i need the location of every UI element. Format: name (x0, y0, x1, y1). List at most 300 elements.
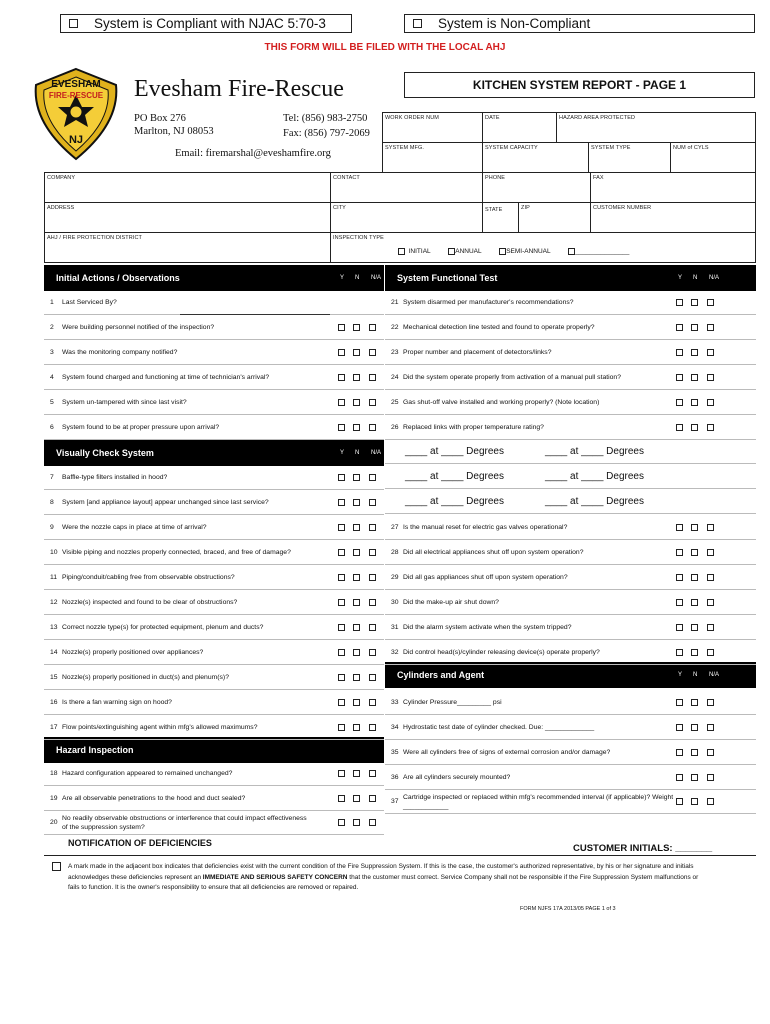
question-text: System un-tampered with since last visit? (62, 399, 187, 406)
answer-checkbox[interactable] (353, 770, 360, 777)
answer-checkbox[interactable] (338, 374, 345, 381)
answer-checkbox[interactable] (338, 699, 345, 706)
degree-field-b[interactable]: ____ at ____ Degrees (545, 471, 644, 482)
answer-checkbox[interactable] (676, 324, 683, 331)
answer-checkbox[interactable] (707, 549, 714, 556)
report-title: KITCHEN SYSTEM REPORT - PAGE 1 (404, 72, 755, 98)
question-row (385, 291, 756, 315)
question-row (44, 716, 384, 740)
question-text: No readily observable obstructions or interference that could impact effectiveness of the suppression system? (62, 815, 307, 831)
svg-text:EVESHAM: EVESHAM (51, 79, 101, 90)
question-row (44, 316, 384, 340)
col-na: N/A (371, 275, 382, 281)
answer-checkbox[interactable] (369, 499, 376, 506)
section-title: Visually Check System (56, 448, 154, 458)
notice-text: A mark made in the adjacent box indicates that deficiencies exist with the current condition of the Fire Suppression System. If this is the case, the customer's authorized representative, by his or her signature and initials acknowledges these deficiencies represent an (68, 863, 694, 881)
section-title: Initial Actions / Observations (56, 273, 180, 283)
answer-checkbox[interactable] (369, 649, 376, 656)
answer-checkbox[interactable] (338, 524, 345, 531)
answer-checkbox[interactable] (676, 774, 683, 781)
address-field[interactable]: ADDRESS (47, 205, 75, 211)
answer-checkbox[interactable] (353, 699, 360, 706)
answer-checkbox[interactable] (707, 349, 714, 356)
col-y: Y (340, 275, 345, 281)
question-number: 15 (50, 674, 58, 681)
question-text: Did the make-up air shut down? (403, 599, 499, 606)
question-number: 27 (391, 524, 399, 531)
question-number: 4 (50, 374, 54, 381)
answer-checkbox[interactable] (338, 674, 345, 681)
question-row (44, 291, 384, 315)
question-row (385, 591, 756, 615)
section-functional-test (385, 265, 756, 291)
question-number: 34 (391, 724, 399, 731)
question-number: 30 (391, 599, 399, 606)
question-row (44, 466, 384, 490)
answer-checkbox[interactable] (369, 424, 376, 431)
answer-checkbox[interactable] (707, 749, 714, 756)
question-row (385, 741, 756, 765)
answer-checkbox[interactable] (338, 424, 345, 431)
answer-checkbox[interactable] (691, 724, 698, 731)
answer-checkbox[interactable] (369, 699, 376, 706)
question-text: Are all cylinders securely mounted? (403, 774, 511, 781)
answer-checkbox[interactable] (353, 624, 360, 631)
answer-checkbox[interactable] (338, 574, 345, 581)
section-initial-actions (44, 265, 384, 291)
answer-checkbox[interactable] (353, 674, 360, 681)
question-number: 18 (50, 770, 58, 777)
question-row (385, 416, 756, 440)
system-type-field[interactable]: SYSTEM TYPE (591, 145, 631, 151)
question-text: Hazard configuration appeared to remained unchanged? (62, 770, 233, 777)
question-row (44, 641, 384, 665)
answer-checkbox[interactable] (353, 474, 360, 481)
answer-checkbox[interactable] (338, 724, 345, 731)
question-row (385, 716, 756, 740)
question-row (44, 691, 384, 715)
question-number: 11 (50, 574, 58, 581)
question-number: 19 (50, 795, 58, 802)
question-number: 14 (50, 649, 58, 656)
filed-notice: THIS FORM WILL BE FILED WITH THE LOCAL AHJ (264, 42, 506, 53)
question-row (44, 762, 384, 786)
answer-checkbox[interactable] (353, 549, 360, 556)
col-na: N/A (371, 450, 382, 456)
answer-checkbox[interactable] (676, 649, 683, 656)
col-na: N/A (709, 672, 720, 678)
question-number: 37 (391, 798, 399, 805)
answer-checkbox[interactable] (369, 574, 376, 581)
question-number: 16 (50, 699, 58, 706)
question-number: 31 (391, 624, 399, 631)
answer-checkbox[interactable] (691, 699, 698, 706)
question-text: System found charged and functioning at time of technician's arrival? (62, 374, 270, 381)
question-text: Cartridge inspected or replaced within mfg's recommended interval (if applicable)? Weight ____________ (403, 794, 674, 810)
question-text: Did control head(s)/cylinder releasing device(s) operate properly? (403, 649, 600, 656)
answer-checkbox[interactable] (338, 819, 345, 826)
col-n: N (693, 672, 698, 678)
answer-checkbox[interactable] (369, 374, 376, 381)
customer-number-field[interactable]: CUSTOMER NUMBER (593, 205, 652, 211)
col-y: Y (678, 275, 683, 281)
question-number: 8 (50, 499, 54, 506)
degree-row[interactable] (385, 490, 756, 514)
question-row (385, 566, 756, 590)
answer-checkbox[interactable] (369, 474, 376, 481)
answer-checkbox[interactable] (338, 770, 345, 777)
answer-checkbox[interactable] (353, 599, 360, 606)
question-text: Visible piping and nozzles properly connected, braced, and free of damage? (62, 549, 291, 556)
question-number: 24 (391, 374, 399, 381)
svg-text:NJ: NJ (68, 134, 84, 146)
org-name: Evesham Fire-Rescue (134, 76, 344, 102)
section-title: System Functional Test (397, 273, 498, 283)
answer-checkbox[interactable] (676, 699, 683, 706)
answer-checkbox[interactable] (353, 424, 360, 431)
question-text: Is there a fan warning sign on hood? (62, 699, 172, 706)
answer-checkbox[interactable] (676, 798, 683, 805)
question-text: Replaced links with proper temperature rating? (403, 424, 544, 431)
answer-checkbox[interactable] (707, 299, 714, 306)
question-number: 20 (50, 819, 58, 826)
answer-checkbox[interactable] (707, 774, 714, 781)
answer-checkbox[interactable] (691, 749, 698, 756)
compliant-label: System is Compliant with NJAC 5:70-3 (94, 16, 326, 31)
question-row (44, 491, 384, 515)
question-number: 10 (50, 549, 58, 556)
option-other[interactable]: _______________ (575, 248, 630, 256)
answer-checkbox[interactable] (338, 549, 345, 556)
phone-field[interactable]: PHONE (485, 175, 506, 181)
question-number: 3 (50, 349, 54, 356)
answer-checkbox[interactable] (676, 524, 683, 531)
question-number: 25 (391, 399, 399, 406)
answer-checkbox[interactable] (707, 599, 714, 606)
answer-checkbox[interactable] (691, 424, 698, 431)
org-city: Marlton, NJ 08053 (134, 126, 214, 137)
degree-row[interactable] (385, 465, 756, 489)
answer-checkbox[interactable] (338, 624, 345, 631)
question-number: 7 (50, 474, 54, 481)
question-row (44, 616, 384, 640)
svg-text:FIRE-RESCUE: FIRE-RESCUE (48, 91, 104, 100)
question-row (385, 391, 756, 415)
question-row (44, 811, 384, 835)
noncompliant-label: System is Non-Compliant (438, 16, 591, 31)
answer-checkbox[interactable] (691, 599, 698, 606)
question-number: 2 (50, 324, 54, 331)
num-cyls-field[interactable]: NUM of CYLS (673, 145, 709, 151)
col-na: N/A (709, 275, 720, 281)
question-row (44, 591, 384, 615)
section-cylinders (385, 662, 756, 688)
question-number: 28 (391, 549, 399, 556)
question-text: Are all observable penetrations to the hood and duct sealed? (62, 795, 246, 802)
question-row (385, 766, 756, 790)
date-field[interactable]: DATE (485, 115, 500, 121)
inspection-type-label: INSPECTION TYPE (333, 235, 384, 241)
answer-checkbox[interactable] (691, 299, 698, 306)
form-footer: FORM NJFS 17A 2013/05 PAGE 1 of 3 (520, 906, 616, 912)
question-text: Were the nozzle caps in place at time of arrival? (62, 524, 207, 531)
city-field[interactable]: CITY (333, 205, 346, 211)
question-row (385, 641, 756, 665)
answer-checkbox[interactable] (707, 374, 714, 381)
question-row (385, 341, 756, 365)
answer-checkbox[interactable] (369, 624, 376, 631)
answer-checkbox[interactable] (691, 798, 698, 805)
question-number: 9 (50, 524, 54, 531)
col-y: Y (340, 450, 345, 456)
question-text: Baffle-type filters installed in hood? (62, 474, 168, 481)
question-row (44, 416, 384, 440)
question-text: Cylinder Pressure_________ psi (403, 699, 502, 706)
question-text: Mechanical detection line tested and found to operate properly? (403, 324, 595, 331)
question-row (385, 790, 756, 814)
question-number: 32 (391, 649, 399, 656)
answer-checkbox[interactable] (353, 795, 360, 802)
answer-checkbox[interactable] (676, 299, 683, 306)
answer-checkbox[interactable] (369, 819, 376, 826)
question-text: Gas shut-off valve installed and working properly? (Note location) (403, 399, 600, 406)
answer-checkbox[interactable] (676, 624, 683, 631)
question-number: 23 (391, 349, 399, 356)
question-text: System disarmed per manufacturer's recommendations? (403, 299, 574, 306)
question-row (44, 541, 384, 565)
answer-checkbox[interactable] (369, 324, 376, 331)
answer-checkbox[interactable] (369, 524, 376, 531)
question-text: Nozzle(s) inspected and found to be clear of obstructions? (62, 599, 238, 606)
org-po: PO Box 276 (134, 113, 186, 124)
ahj-field[interactable]: AHJ / FIRE PROTECTION DISTRICT (47, 235, 142, 241)
question-number: 35 (391, 749, 399, 756)
department-logo (30, 67, 122, 161)
question-row (385, 366, 756, 390)
section-hazard-inspection (44, 737, 384, 763)
answer-checkbox[interactable] (369, 770, 376, 777)
col-y: Y (678, 672, 683, 678)
fax-field[interactable]: FAX (593, 175, 604, 181)
answer-checkbox[interactable] (338, 324, 345, 331)
hazard-area-field[interactable]: HAZARD AREA PROTECTED (559, 115, 636, 121)
system-mfg-field[interactable]: SYSTEM MFG. (385, 145, 424, 151)
option-initial: INITIAL (408, 248, 431, 256)
col-n: N (693, 275, 698, 281)
col-n: N (355, 275, 360, 281)
col-n: N (355, 450, 360, 456)
question-row (44, 391, 384, 415)
state-field[interactable]: STATE (485, 207, 503, 213)
question-text: Were building personnel notified of the inspection? (62, 324, 215, 331)
answer-checkbox[interactable] (707, 624, 714, 631)
answer-checkbox[interactable] (338, 599, 345, 606)
answer-checkbox[interactable] (691, 349, 698, 356)
degree-field-a[interactable]: ____ at ____ Degrees (405, 446, 504, 457)
question-text: Nozzle(s) properly positioned over appliances? (62, 649, 204, 656)
question-text: System [and appliance layout] appear unchanged since last service? (62, 499, 269, 506)
answer-checkbox[interactable] (353, 819, 360, 826)
question-text: Did all gas appliances shut off upon system operation? (403, 574, 568, 581)
last-serviced-line[interactable] (180, 314, 330, 315)
answer-checkbox[interactable] (676, 374, 683, 381)
question-text: Piping/conduit/cabling free from observable obstructions? (62, 574, 235, 581)
answer-checkbox[interactable] (707, 574, 714, 581)
question-text: Nozzle(s) properly positioned in duct(s) and plenum(s)? (62, 674, 229, 681)
section-visual-check (44, 440, 384, 466)
question-text: Were all cylinders free of signs of external corrosion and/or damage? (403, 749, 611, 756)
answer-checkbox[interactable] (369, 549, 376, 556)
answer-checkbox[interactable] (691, 649, 698, 656)
question-number: 13 (50, 624, 58, 631)
option-annual: ANNUAL (455, 248, 482, 256)
question-text: Did the system operate properly from activation of a manual pull station? (403, 374, 621, 381)
question-row (385, 616, 756, 640)
inspection-type-options (398, 248, 629, 255)
degree-field-b[interactable]: ____ at ____ Degrees (545, 496, 644, 507)
question-row (385, 316, 756, 340)
answer-checkbox[interactable] (691, 374, 698, 381)
deficiency-notice (68, 862, 708, 894)
option-semi-annual: SEMI-ANNUAL (506, 248, 551, 256)
question-row (385, 691, 756, 715)
company-field[interactable]: COMPANY (47, 175, 76, 181)
org-tel: Tel: (856) 983-2750 (283, 113, 368, 124)
question-row (385, 541, 756, 565)
question-number: 1 (50, 299, 54, 306)
question-row (44, 666, 384, 690)
question-row (44, 341, 384, 365)
answer-checkbox[interactable] (707, 724, 714, 731)
question-text: Did all electrical appliances shut off upon system operation? (403, 549, 584, 556)
answer-checkbox[interactable] (353, 649, 360, 656)
answer-checkbox[interactable] (691, 624, 698, 631)
deficiency-checkbox[interactable] (52, 862, 61, 871)
answer-checkbox[interactable] (338, 474, 345, 481)
answer-checkbox[interactable] (338, 399, 345, 406)
answer-checkbox[interactable] (676, 574, 683, 581)
question-text: Correct nozzle type(s) for protected equipment, plenum and ducts? (62, 624, 264, 631)
work-order-field[interactable]: WORK ORDER NUM (385, 115, 439, 121)
answer-checkbox[interactable] (707, 699, 714, 706)
answer-checkbox[interactable] (338, 499, 345, 506)
question-number: 21 (391, 299, 399, 306)
question-row (385, 516, 756, 540)
answer-checkbox[interactable] (338, 795, 345, 802)
checkbox-icon[interactable] (398, 248, 405, 255)
degree-field-a[interactable]: ____ at ____ Degrees (405, 496, 504, 507)
question-text: Proper number and placement of detectors/links? (403, 349, 552, 356)
degree-field-b[interactable]: ____ at ____ Degrees (545, 446, 644, 457)
answer-checkbox[interactable] (676, 424, 683, 431)
answer-checkbox[interactable] (353, 349, 360, 356)
answer-checkbox[interactable] (353, 399, 360, 406)
answer-checkbox[interactable] (353, 724, 360, 731)
question-number: 29 (391, 574, 399, 581)
answer-checkbox[interactable] (691, 399, 698, 406)
answer-checkbox[interactable] (676, 549, 683, 556)
notice-emphasis: IMMEDIATE AND SERIOUS SAFETY CONCERN (202, 873, 348, 881)
answer-checkbox[interactable] (369, 399, 376, 406)
zip-field[interactable]: ZIP (521, 205, 530, 211)
answer-checkbox[interactable] (707, 649, 714, 656)
system-capacity-field[interactable]: SYSTEM CAPACITY (485, 145, 538, 151)
answer-checkbox[interactable] (353, 324, 360, 331)
answer-checkbox[interactable] (707, 399, 714, 406)
deficiencies-title: NOTIFICATION OF DEFICIENCIES (68, 838, 212, 848)
contact-field[interactable]: CONTACT (333, 175, 360, 181)
org-email: Email: firemarshal@eveshamfire.org (175, 148, 331, 159)
question-text: Last Serviced By? (62, 299, 117, 306)
notice-text-end: that the customer must correct. Service Company shall not be responsible if the Fire Suppression System malfunctions or fails to function. It is the owner's responsibility to ensure that all deficiencies are removed or repaired. (68, 873, 699, 891)
question-text: Did the alarm system activate when the system tripped? (403, 624, 572, 631)
question-number: 36 (391, 774, 399, 781)
question-number: 12 (50, 599, 58, 606)
answer-checkbox[interactable] (353, 374, 360, 381)
degree-row[interactable] (385, 440, 756, 464)
answer-checkbox[interactable] (369, 349, 376, 356)
answer-checkbox[interactable] (676, 749, 683, 756)
answer-checkbox[interactable] (707, 798, 714, 805)
answer-checkbox[interactable] (707, 324, 714, 331)
answer-checkbox[interactable] (338, 349, 345, 356)
compliant-checkbox[interactable] (60, 14, 352, 33)
answer-checkbox[interactable] (338, 649, 345, 656)
answer-checkbox[interactable] (676, 349, 683, 356)
org-fax: Fax: (856) 797-2069 (283, 128, 370, 139)
question-text: Flow points/extinguishing agent within mfg's allowed maximums? (62, 724, 258, 731)
question-text: Was the monitoring company notified? (62, 349, 178, 356)
question-row (44, 787, 384, 811)
answer-checkbox[interactable] (353, 524, 360, 531)
question-text: Is the manual reset for electric gas valves operational? (403, 524, 568, 531)
answer-checkbox[interactable] (353, 574, 360, 581)
answer-checkbox[interactable] (691, 549, 698, 556)
section-title: Cylinders and Agent (397, 670, 485, 680)
answer-checkbox[interactable] (691, 574, 698, 581)
section-title: Hazard Inspection (56, 745, 134, 755)
question-row (44, 566, 384, 590)
question-row (44, 366, 384, 390)
checkbox-icon[interactable] (413, 19, 422, 28)
customer-initials[interactable]: CUSTOMER INITIALS: _______ (573, 843, 713, 854)
answer-checkbox[interactable] (676, 399, 683, 406)
answer-checkbox[interactable] (353, 499, 360, 506)
question-number: 22 (391, 324, 399, 331)
answer-checkbox[interactable] (369, 795, 376, 802)
answer-checkbox[interactable] (691, 524, 698, 531)
question-number: 5 (50, 399, 54, 406)
answer-checkbox[interactable] (369, 674, 376, 681)
noncompliant-checkbox[interactable] (404, 14, 755, 33)
answer-checkbox[interactable] (691, 324, 698, 331)
answer-checkbox[interactable] (676, 724, 683, 731)
degree-field-a[interactable]: ____ at ____ Degrees (405, 471, 504, 482)
question-number: 17 (50, 724, 58, 731)
answer-checkbox[interactable] (707, 424, 714, 431)
answer-checkbox[interactable] (369, 724, 376, 731)
answer-checkbox[interactable] (691, 774, 698, 781)
checkbox-icon[interactable] (69, 19, 78, 28)
question-number: 6 (50, 424, 54, 431)
question-number: 33 (391, 699, 399, 706)
answer-checkbox[interactable] (369, 599, 376, 606)
question-row (44, 516, 384, 540)
question-text: System found to be at proper pressure upon arrival? (62, 424, 220, 431)
answer-checkbox[interactable] (676, 599, 683, 606)
question-number: 26 (391, 424, 399, 431)
answer-checkbox[interactable] (707, 524, 714, 531)
